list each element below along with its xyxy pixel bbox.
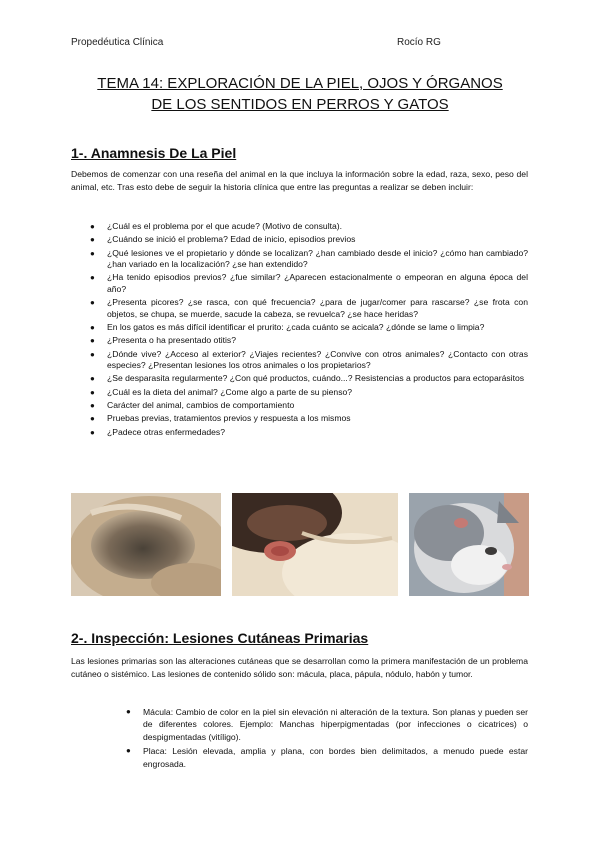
list-item: ● ¿Cuál es el problema por el que acude? (Motivo de consulta). [90,221,343,231]
bullet-icon: ● [90,336,95,346]
list-item: ● ¿Se desparasita regularmente? ¿Con qué productos, cuándo...? Resistencias a productos para ectoparásitos [90,373,525,384]
bullet-icon: ● [90,298,95,308]
bullet-icon: ● [90,374,95,384]
list-item: ● ¿Padece otras enfermedades? [90,426,225,437]
list-item: ● ¿Dónde vive? ¿Acceso al exterior? ¿Viajes recientes? ¿Convive con otros animales? ¿Contacto con otras especies? ¿Presentan lesiones los otros animales o los propietarios? [90,348,528,371]
section-2-heading: 2-. Inspección: Lesiones Cutáneas Primarias [71,630,369,646]
list-item: ● Mácula: Cambio de color en la piel sin elevación ni alteración de la textura. Son planas y pueden ser de diferentes colores. Ejemplo: Manchas hiperpigmentadas (por infecciones o cicatrices) o despigmentadas (vitíligo). [126,707,528,742]
section-1-intro: Debemos de comenzar con una reseña del animal en la que incluya la información sobre la edad, raza, sexo, peso del animal, etc. Tras esto debe de seguir la historia clínica que entre las preguntas a realizar se deben incluir: [71,169,528,192]
list-item: ● Placa: Lesión elevada, amplia y plana, con bordes bien delimitados, a menudo puede estar engrosada. [126,746,528,769]
title-line-1: TEMA 14: EXPLORACIÓN DE LA PIEL, OJOS Y ÓRGANOS [97,75,503,92]
bullet-icon: ● [126,746,131,756]
section-1-bullet-list [90,221,528,440]
photo-dog-skin-hyperpigmentation [71,493,221,596]
bullet-icon: ● [126,707,131,716]
list-item: ● ¿Presenta picores? ¿se rasca, con qué frecuencia? ¿para de jugar/comer para rascarse? ¿se frota con objetos, se chupa, se muerde, sacude la cabeza, se revuelca? ¿se hace heridas? [90,297,528,319]
bullet-icon: ● [90,387,95,397]
bullet-icon: ● [90,322,95,332]
list-item: ● ¿Cuándo se inició el problema? Edad de inicio, episodios previos [90,234,356,245]
header-course: Propedéutica Clínica [71,37,164,48]
photo-dog-muzzle-image [232,493,398,596]
bullet-icon: ● [90,349,95,359]
document-title [40,73,560,115]
list-item: ● Pruebas previas, tratamientos previos y respuesta a los mismos [90,413,351,424]
photo-cat-face-image [409,493,529,596]
bullet-icon: ● [90,222,95,231]
section-2-bullet-list [126,706,528,772]
photo-dog-skin-image [71,493,221,596]
list-item: ● ¿Ha tenido episodios previos? ¿fue similar? ¿Aparecen estacionalmente o empeoran en alguna época del año? [90,272,528,294]
photo-dog-muzzle-lesion [232,493,398,596]
list-item: ● ¿Qué lesiones ve el propietario y dónde se localizan? ¿han cambiado desde el inicio? ¿cómo han cambiado? ¿han variado en la localización? ¿se han extendido? [90,247,528,270]
bullet-icon: ● [90,414,95,424]
section-1-heading: 1-. Anamnesis De La Piel [71,145,237,161]
list-item: ● Carácter del animal, cambios de comportamiento [90,399,295,410]
list-item: ● ¿Cuál es la dieta del animal? ¿Come algo a parte de su pienso? [90,386,353,397]
bullet-icon: ● [90,273,95,283]
photo-cat-face-lesion [409,493,529,596]
header-author: Rocío RG [397,37,441,48]
bullet-icon: ● [90,248,95,258]
section-2-intro: Las lesiones primarias son las alteraciones cutáneas que se desarrollan como la primera manifestación de un problema cutáneo o sistémico. Las lesiones de contenido sólido son: mácula, placa, pápula, nódulo, habón y tumor. [71,656,528,679]
bullet-icon: ● [90,400,95,410]
list-item: ● En los gatos es más difícil identificar el prurito: ¿cada cuánto se acicala? ¿dónde se lame o limpia? [90,321,485,332]
bullet-icon: ● [90,235,95,245]
list-item: ● ¿Presenta o ha presentado otitis? [90,335,236,346]
bullet-icon: ● [90,427,95,437]
title-line-2: DE LOS SENTIDOS EN PERROS Y GATOS [151,96,449,113]
